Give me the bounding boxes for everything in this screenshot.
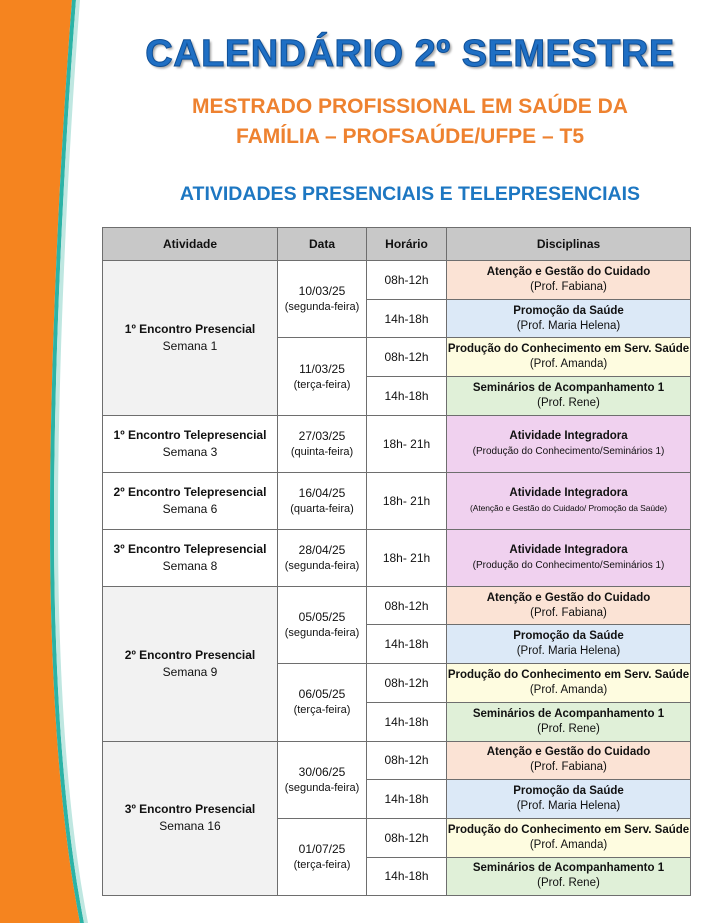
activity-week: Semana 9 [162, 664, 218, 679]
discipline-cell [447, 261, 691, 300]
activity-name: 2º Encontro Presencial [124, 647, 256, 662]
activity-name: 1º Encontro Telepresencial [113, 427, 267, 442]
weekday-value: (quinta-feira) [290, 445, 354, 458]
discipline-detail: (Prof. Rene) [537, 722, 600, 735]
table-row [103, 741, 691, 780]
discipline-cell [447, 415, 691, 472]
time-cell: 08h-12h [367, 818, 447, 857]
time-cell: 14h-18h [367, 857, 447, 896]
activity-cell [103, 261, 278, 416]
page-title: CALENDÁRIO 2º SEMESTRE [145, 33, 675, 75]
time-cell: 08h-12h [367, 586, 447, 625]
column-header-horario: Horário [367, 228, 447, 261]
discipline-detail: (Prof. Amanda) [529, 358, 608, 371]
discipline-detail: (Prof. Maria Helena) [516, 800, 621, 813]
weekday-value: (quarta-feira) [290, 502, 354, 515]
discipline-detail: (Produção do Conhecimento/Seminários 1) [472, 445, 665, 457]
activity-week: Semana 1 [162, 338, 218, 353]
column-header-atividade: Atividade [103, 228, 278, 261]
discipline-cell [447, 529, 691, 586]
activity-name: 2º Encontro Telepresencial [113, 484, 267, 499]
activity-cell [103, 586, 278, 741]
time-cell: 18h- 21h [367, 472, 447, 529]
discipline-detail: (Prof. Rene) [537, 396, 600, 409]
discipline-name: Atenção e Gestão do Cuidado [486, 746, 651, 759]
discipline-name: Promoção da Saúde [513, 785, 624, 798]
section-heading: ATIVIDADES PRESENCIAIS E TELEPRESENCIAIS [179, 183, 641, 205]
calendar-table [102, 227, 691, 896]
discipline-name: Produção do Conhecimento em Serv. Saúde [447, 343, 690, 356]
discipline-detail: (Atenção e Gestão do Cuidado/ Promoção da Saúde) [470, 502, 667, 513]
date-cell [278, 741, 367, 818]
discipline-name: Seminários de Acompanhamento 1 [472, 707, 665, 720]
discipline-name: Atividade Integradora [509, 429, 628, 442]
discipline-cell [447, 586, 691, 625]
subtitle-line-2: FAMÍLIA – PROFSAÚDE/UFPE – T5 [235, 125, 585, 148]
discipline-name: Atividade Integradora [509, 543, 628, 556]
column-header-data: Data [278, 228, 367, 261]
discipline-cell [447, 338, 691, 377]
time-cell: 08h-12h [367, 741, 447, 780]
table-row [103, 472, 691, 529]
date-cell [278, 472, 367, 529]
activity-cell [103, 741, 278, 896]
date-cell [278, 664, 367, 741]
discipline-cell [447, 818, 691, 857]
discipline-name: Produção do Conhecimento em Serv. Saúde [447, 823, 690, 836]
discipline-name: Promoção da Saúde [513, 630, 624, 643]
time-cell: 18h- 21h [367, 415, 447, 472]
discipline-cell [447, 664, 691, 703]
discipline-name: Atividade Integradora [509, 486, 628, 499]
table-header-row [103, 228, 691, 261]
discipline-name: Atenção e Gestão do Cuidado [486, 591, 651, 604]
date-cell [278, 261, 367, 338]
activity-cell [103, 415, 278, 472]
discipline-cell [447, 377, 691, 416]
table-row [103, 415, 691, 472]
discipline-detail: (Produção do Conhecimento/Seminários 1) [472, 559, 665, 571]
date-value: 05/05/25 [298, 609, 346, 624]
date-cell [278, 415, 367, 472]
time-cell: 08h-12h [367, 338, 447, 377]
weekday-value: (segunda-feira) [284, 301, 360, 314]
discipline-detail: (Prof. Fabiana) [530, 280, 607, 293]
discipline-cell [447, 741, 691, 780]
discipline-cell [447, 472, 691, 529]
activity-week: Semana 8 [162, 558, 218, 573]
date-cell [278, 586, 367, 663]
calendar-body [103, 261, 691, 896]
weekday-value: (terça-feira) [293, 704, 351, 717]
subtitle-line-1: MESTRADO PROFISSIONAL EM SAÚDE DA [192, 95, 628, 118]
date-value: 11/03/25 [299, 361, 345, 376]
time-cell: 18h- 21h [367, 529, 447, 586]
discipline-cell [447, 702, 691, 741]
discipline-detail: (Prof. Rene) [537, 877, 600, 890]
discipline-detail: (Prof. Maria Helena) [516, 319, 621, 332]
weekday-value: (segunda-feira) [284, 626, 360, 639]
discipline-detail: (Prof. Maria Helena) [516, 645, 621, 658]
time-cell: 08h-12h [367, 261, 447, 300]
activity-cell [103, 529, 278, 586]
date-value: 01/07/25 [298, 842, 346, 857]
discipline-detail: (Prof. Amanda) [529, 683, 608, 696]
date-cell [278, 529, 367, 586]
weekday-value: (terça-feira) [293, 859, 351, 872]
table-row [103, 529, 691, 586]
discipline-cell [447, 780, 691, 819]
discipline-detail: (Prof. Amanda) [529, 838, 608, 851]
activity-week: Semana 6 [162, 501, 218, 516]
activity-week: Semana 16 [159, 819, 221, 834]
weekday-value: (terça-feira) [293, 378, 351, 391]
discipline-name: Promoção da Saúde [513, 304, 624, 317]
discipline-name: Seminários de Acompanhamento 1 [472, 862, 665, 875]
time-cell: 08h-12h [367, 664, 447, 703]
discipline-name: Seminários de Acompanhamento 1 [472, 381, 665, 394]
activity-cell [103, 472, 278, 529]
activity-name: 3º Encontro Presencial [124, 802, 256, 817]
date-value: 10/03/25 [298, 284, 346, 299]
discipline-cell [447, 857, 691, 896]
decorative-side-band [0, 0, 100, 923]
discipline-name: Produção do Conhecimento em Serv. Saúde [447, 668, 690, 681]
date-value: 28/04/25 [298, 542, 346, 557]
weekday-value: (segunda-feira) [284, 781, 360, 794]
date-value: 27/03/25 [298, 428, 346, 443]
table-row [103, 261, 691, 300]
discipline-name: Atenção e Gestão do Cuidado [486, 265, 651, 278]
activity-name: 3º Encontro Telepresencial [113, 541, 267, 556]
discipline-detail: (Prof. Fabiana) [530, 606, 607, 619]
time-cell: 14h-18h [367, 625, 447, 664]
date-value: 30/06/25 [298, 764, 346, 779]
time-cell: 14h-18h [367, 702, 447, 741]
date-value: 16/04/25 [298, 485, 346, 500]
date-cell [278, 818, 367, 895]
time-cell: 14h-18h [367, 377, 447, 416]
weekday-value: (segunda-feira) [284, 559, 360, 572]
page-subtitle [100, 92, 720, 152]
discipline-detail: (Prof. Fabiana) [530, 761, 607, 774]
table-row [103, 586, 691, 625]
activity-week: Semana 3 [162, 444, 218, 459]
date-value: 06/05/25 [298, 687, 346, 702]
column-header-disciplinas: Disciplinas [447, 228, 691, 261]
time-cell: 14h-18h [367, 780, 447, 819]
discipline-cell [447, 299, 691, 338]
activity-name: 1º Encontro Presencial [124, 321, 256, 336]
date-cell [278, 338, 367, 415]
time-cell: 14h-18h [367, 299, 447, 338]
discipline-cell [447, 625, 691, 664]
